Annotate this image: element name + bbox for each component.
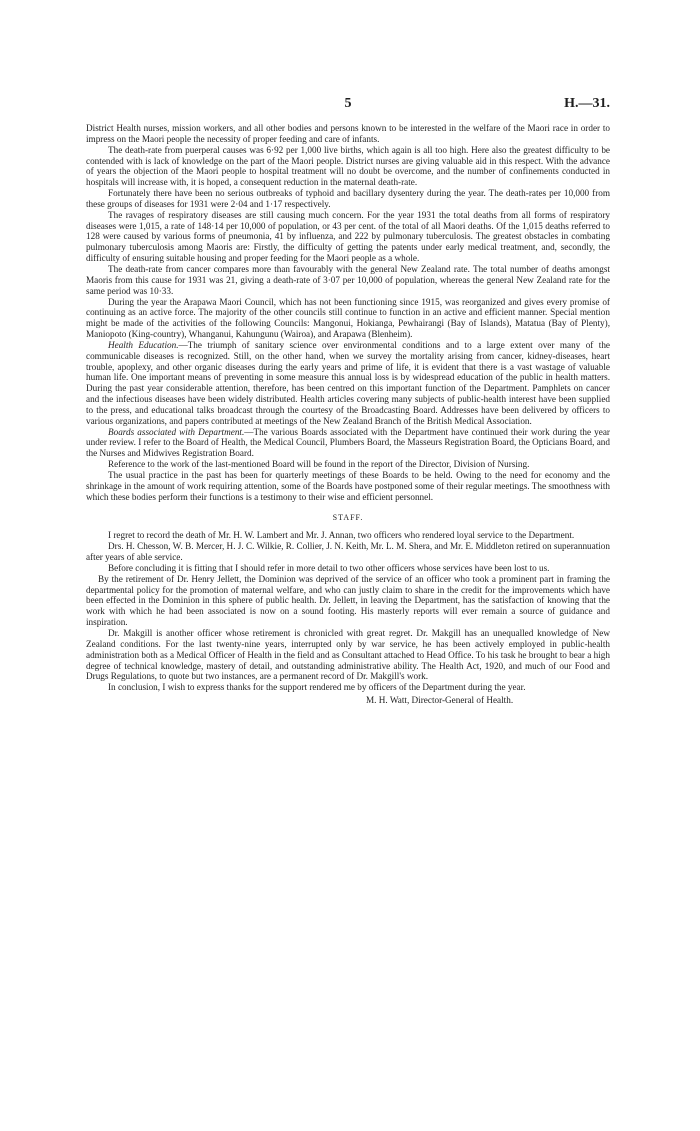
document-reference: H.—31. xyxy=(564,96,610,111)
paragraph: District Health nurses, mission workers, and all other bodies and persons known to be interested in the welfare of the Maori race in order to impress on the Maori people the necessity of proper feeding and care of infants. xyxy=(86,123,610,144)
paragraph: The death-rate from cancer compares more than favourably with the general New Zealand rate. The total number of deaths amongst Maoris from this cause for 1931 was 21, giving a death-rate of 3·07 per 10,000 of population, whereas the general New Zealand rate for the same period was 10·33. xyxy=(86,263,610,296)
paragraph: Drs. H. Chesson, W. B. Mercer, H. J. C. Wilkie, R. Collier, J. N. Keith, Mr. L. M. Shera, and Mr. E. Middleton retired on superannuation after years of able service. xyxy=(86,541,610,563)
paragraph: Dr. Makgill is another officer whose retirement is chronicled with great regret. Dr. Makgill has an unequalled knowledge of New Zealand conditions. For the last twenty-nine years, interrupted only by war service, he has been actively employed in public-health administration both as a Medical Officer of Health in the field and as Consultant attached to Head Office. To his task he brought to bear a high degree of technical knowledge, mastery of detail, and outstanding administrative ability. The Health Act, 1920, and much of our Food and Drugs Regulations, to quote but two instances, are a permanent record of Dr. Makgill's work. xyxy=(86,627,610,682)
paragraph: The ravages of respiratory diseases are still causing much concern. For the year 1931 the total deaths from all forms of respiratory diseases were 1,015, a rate of 148·14 per 10,000 of population, or 43 per cent. of the total of all Maori deaths. Of the 1,015 deaths referred to 128 were caused by various forms of pneumonia, 41 by influenza, and 222 by pulmonary tuberculosis. The greatest obstacles in combating pulmonary tuberculosis among Maoris are: Firstly, the difficulty of getting the patents under early medical treatment, and, secondly, the difficulty of ensuring suitable housing and proper feeding for the Maori people as a whole. xyxy=(86,209,610,264)
paragraph: The usual practice in the past has been for quarterly meetings of these Boards to be held. Owing to the need for economy and the shrinkage in the amount of work requiring attention, some of the Boards have postponed some of their regular meetings. The smoothness with which these bodies perform their functions is a testimony to their wise and efficient personnel. xyxy=(86,470,610,502)
paragraph: In conclusion, I wish to express thanks for the support rendered me by officers of the Department during the year. xyxy=(108,682,526,693)
body-text xyxy=(86,123,610,706)
boards-text: —The various Boards associated with the Department have continued their work during the year under review. I refer to the Board of Health, the Medical Council, Plumbers Board, the Masseurs Registration Board, the Opticians Board, and the Nurses and Midwives Registration Board. xyxy=(86,426,610,459)
health-education-text: —The triumph of sanitary science over environmental conditions and to a large extent over many of the communicable diseases is recognized. Still, on the other hand, when we survey the mortality arising from cancer, kidney-diseases, heart trouble, apoplexy, and other organic diseases during the early years and prime of life, it is evident that there is a vast wastage of valuable human life. One important means of preventing in some measure this annual loss is by widespread education of the public in health matters. During the past year considerable attention, therefore, has been centred on this important function of the Department. Pamphlets on cancer and the infectious diseases have been widely distributed. Health articles covering many subjects of public-health interest have been supplied to the press, and educational talks broadcast through the courtesy of the Broadcasting Board. Addresses have been delivered by officers to various organizations, and papers contributed at meetings of the New Zealand Branch of the British Medical Association. xyxy=(86,339,610,426)
paragraph: By the retirement of Dr. Henry Jellett, the Dominion was deprived of the service of an officer who took a prominent part in framing the departmental policy for the promotion of maternal welfare, and who can justly claim to share in the credit for the improvements which have been effected in the Dominion in this sphere of public health. Dr. Jellett, in leaving the Department, has the satisfaction of knowing that the work with which he had been associated is now on a sound footing. His masterly reports will ever remain a source of guidance and inspiration. xyxy=(86,573,610,628)
paragraph: The death-rate from puerperal causes was 6·92 per 1,000 live births, which again is all too high. Here also the greatest difficulty to be contended with is lack of knowledge on the part of the Maori people. District nurses are giving valuable aid in this respect. With the advance of years the objection of the Maori people to hospital treatment will no doubt be overcome, and the number of confinements conducted in hospitals will increase with, it is hoped, a consequent reduction in the maternal death-rate. xyxy=(86,144,610,188)
boards-heading: Boards associated with Department. xyxy=(108,426,245,437)
boards-paragraph xyxy=(86,427,610,460)
staff-heading: STAFF. xyxy=(332,512,364,522)
page-header xyxy=(86,96,610,112)
health-education-heading: Health Education. xyxy=(108,339,179,350)
health-education-paragraph xyxy=(86,340,610,427)
paragraph: Fortunately there have been no serious outbreaks of typhoid and bacillary dysentery during the year. The death-rates per 10,000 from these groups of diseases for 1931 were 2·04 and 1·17 respectively. xyxy=(86,188,610,209)
signature: M. H. Watt, Director-General of Health. xyxy=(366,695,514,706)
paragraph: Before concluding it is fitting that I should refer in more detail to two other officers whose services have been lost to us. xyxy=(108,562,550,573)
paragraph: During the year the Arapawa Maori Council, which has not been functioning since 1915, was reorganized and gives every promise of continuing as an active force. The majority of the other councils still continue to function in an active and efficient manner. Special mention might be made of the activities of the following Councils: Mangonui, Hokianga, Pewhairangi (Bay of Islands), Matatua (Bay of Plenty), Maniopoto (King-country), Whanganui, Kahungunu (Wairoa), and Arapawa (Blenheim). xyxy=(86,296,610,340)
paragraph: I regret to record the death of Mr. H. W. Lambert and Mr. J. Annan, two officers who rendered loyal service to the Department. xyxy=(108,530,575,541)
paragraph: Reference to the work of the last-mentioned Board will be found in the report of the Director, Division of Nursing. xyxy=(108,459,530,470)
page-number: 5 xyxy=(344,96,352,111)
